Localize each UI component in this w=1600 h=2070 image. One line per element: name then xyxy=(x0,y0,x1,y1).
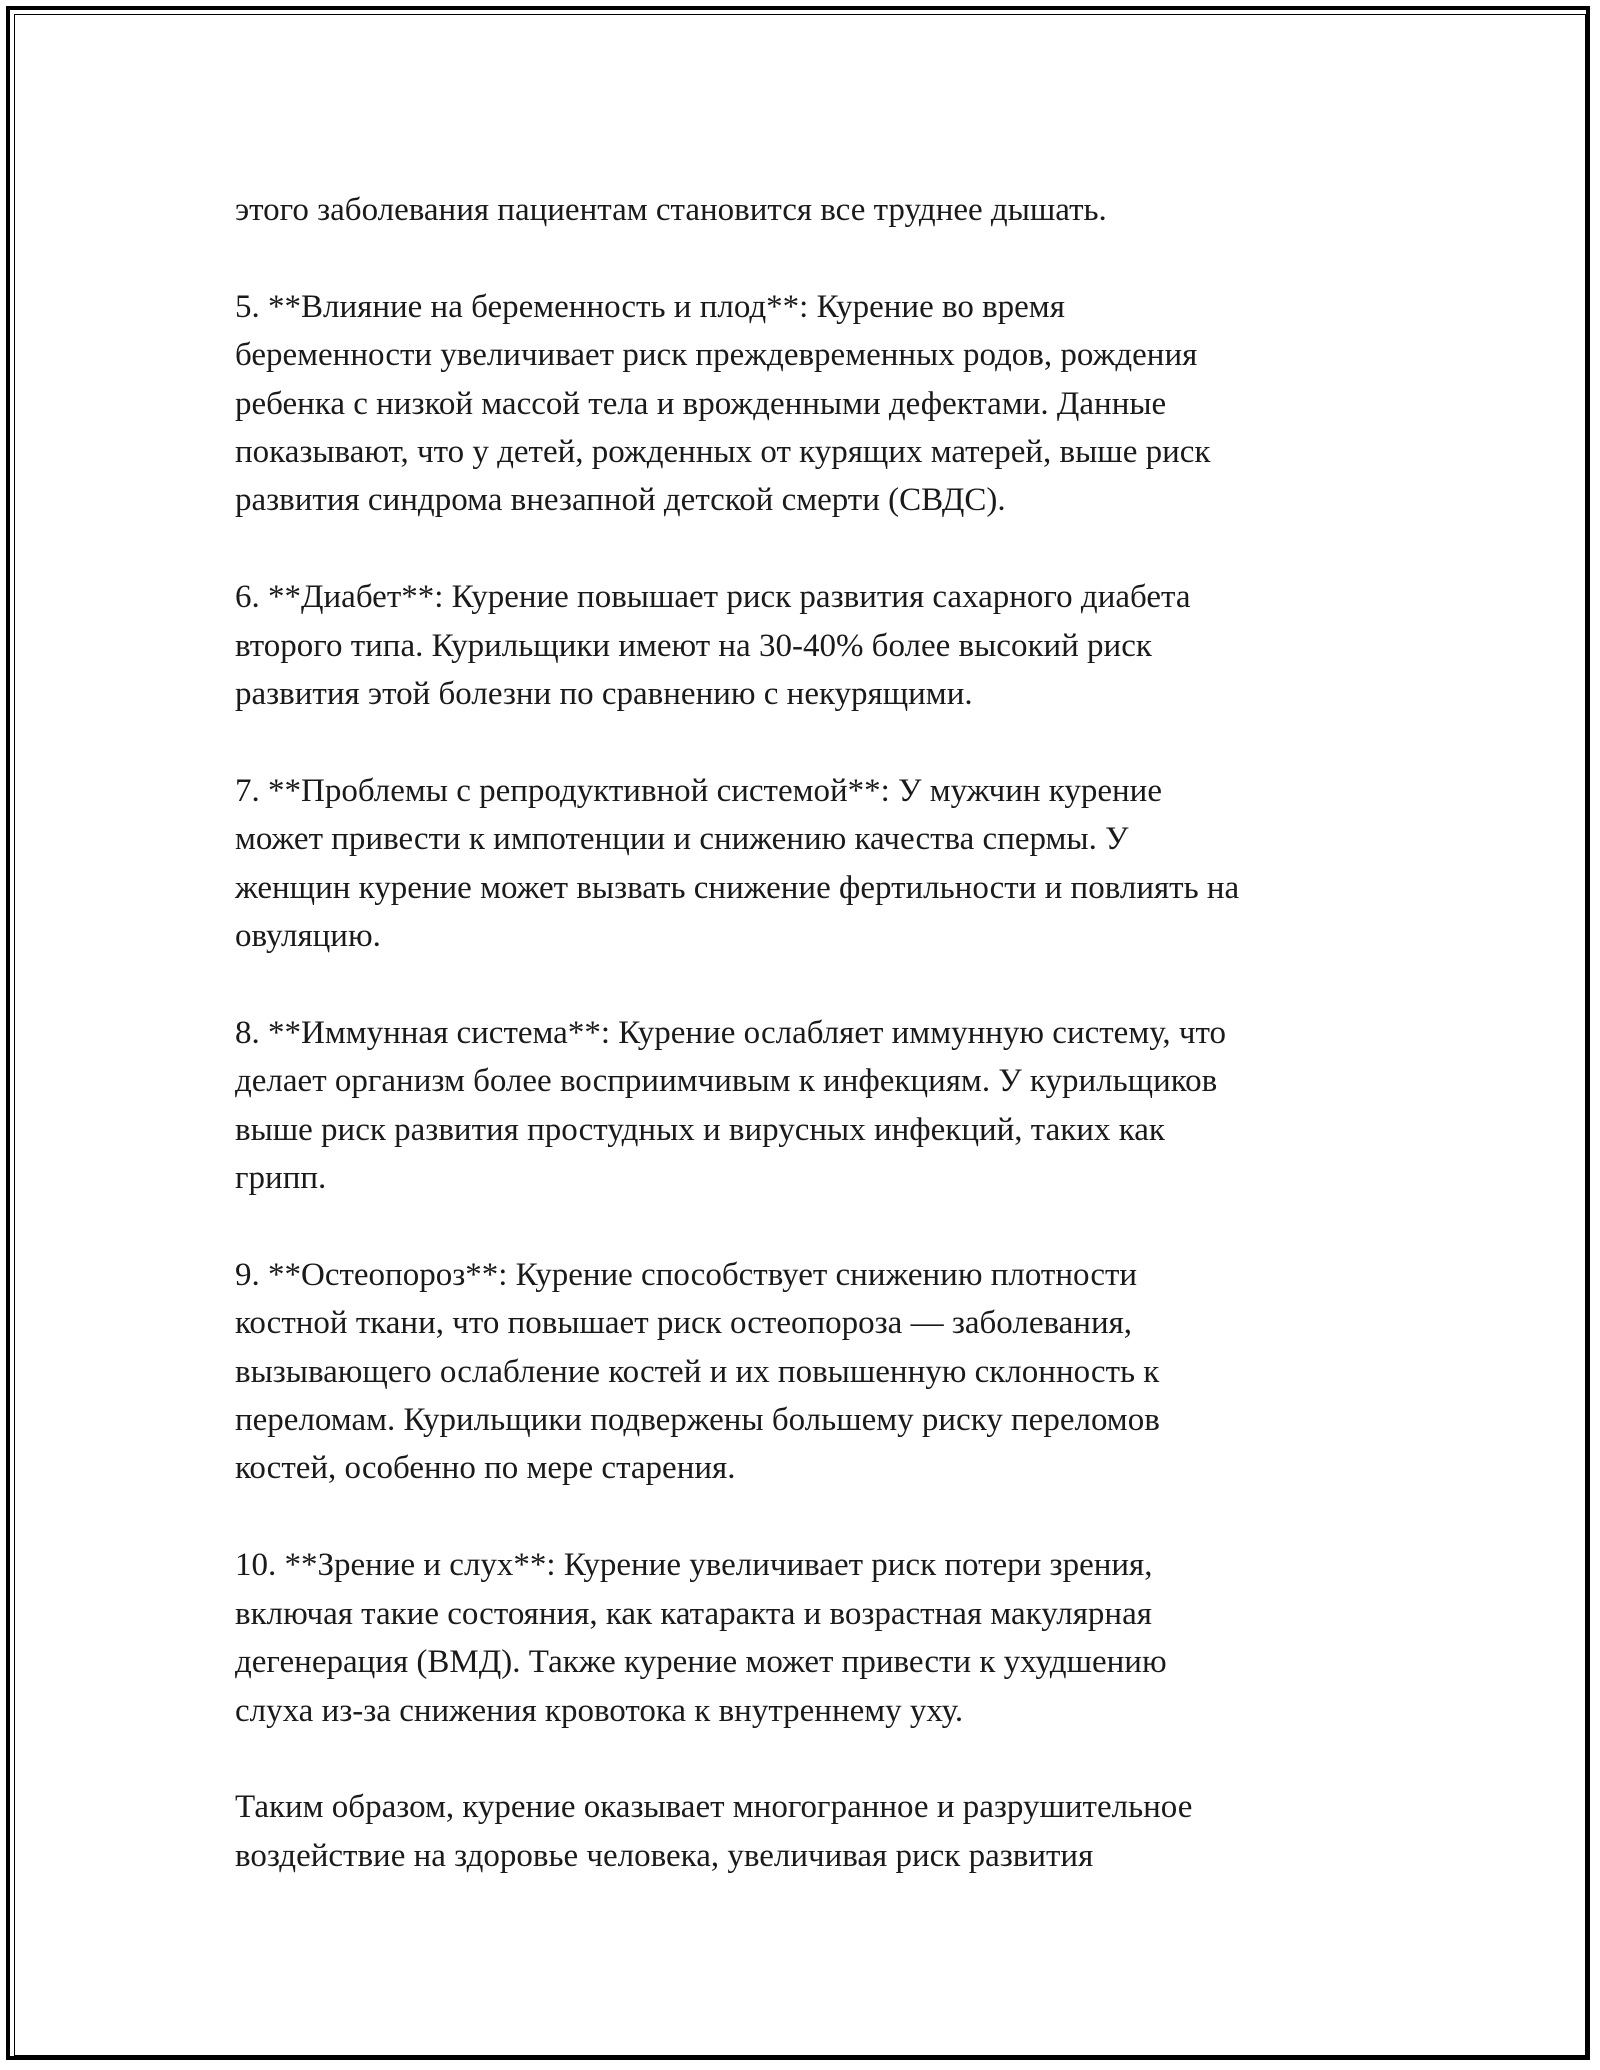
paragraph-conclusion: Таким образом, курение оказывает многогранное и разрушительное воздействие на здоровье человека, увеличивая риск развития xyxy=(235,1789,1193,1874)
paragraph-item-6-diabetes: 6. **Диабет**: Курение повышает риск развития сахарного диабета второго типа. Курильщики имеют на 30-40% более высокий риск развития этой болезни по сравнению с некурящими. xyxy=(235,579,1191,713)
paragraph-item-9-osteoporosis: 9. **Остеопороз**: Курение способствует снижению плотности костной ткани, что повышает риск остеопороза — заболевания, вызывающего ослабление костей и их повышенную склонность к переломам. Курильщики подвержены большему риску переломов костей, особенно по мере старения. xyxy=(235,1256,1160,1487)
paragraph-continuation: этого заболевания пациентам становится все труднее дышать. xyxy=(235,192,1107,228)
paragraph-item-5-pregnancy: 5. **Влияние на беременность и плод**: Курение во время беременности увеличивает риск преждевременных родов, рождения ребенка с низкой массой тела и врожденными дефектами. Данные показывают, что у детей, рожденных от курящих матерей, выше риск развития синдрома внезапной детской смерти (СВДС). xyxy=(235,288,1211,519)
paragraph-item-8-immune: 8. **Иммунная система**: Курение ослабляет иммунную систему, что делает организм более восприимчивым к инфекциям. У курильщиков выше риск развития простудных и вирусных инфекций, таких как грипп. xyxy=(235,1014,1226,1197)
document-body xyxy=(235,186,1375,1880)
paragraph-item-10-vision-hearing: 10. **Зрение и слух**: Курение увеличивает риск потери зрения, включая такие состояния, как катаракта и возрастная макулярная дегенерация (ВМД). Также курение может привести к ухудшению слуха из-за снижения кровотока к внутреннему уху. xyxy=(235,1547,1167,1729)
paragraph-item-7-reproductive: 7. **Проблемы с репродуктивной системой**: У мужчин курение может привести к импотенции и снижению качества спермы. У женщин курение может вызвать снижение фертильности и повлиять на овуляцию. xyxy=(235,772,1240,955)
